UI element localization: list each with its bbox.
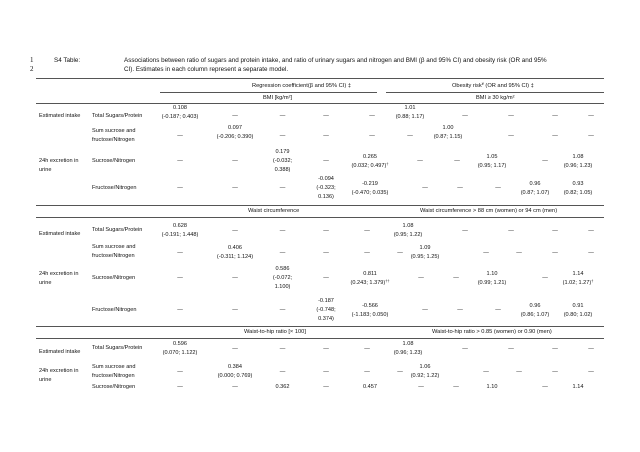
dash: —: [552, 250, 558, 256]
dash: —: [418, 384, 424, 390]
dash: —: [279, 346, 286, 352]
dash: —: [323, 250, 329, 256]
dash: —: [323, 228, 329, 234]
dash: —: [279, 113, 286, 119]
bmi-r4-or-ci: (0.87; 1.07): [520, 190, 550, 196]
dash: —: [323, 384, 329, 390]
dash: —: [588, 369, 594, 375]
dash: —: [232, 384, 238, 390]
dash: —: [177, 250, 183, 256]
dash: —: [279, 307, 286, 313]
bmi-r3-or: 1.05: [486, 154, 498, 160]
whr-subheader-rule: [36, 338, 604, 339]
dash: —: [588, 113, 594, 119]
waist-subheader-right: Waist circumference > 88 cm (women) or 94 cm (men): [420, 208, 558, 214]
dash: —: [364, 228, 370, 234]
caption-label: S4 Table:: [54, 57, 81, 64]
row-label-24h-2: urine: [39, 280, 52, 286]
dash: —: [177, 307, 183, 313]
dash: —: [279, 369, 286, 375]
row-label-sucrose-nitrogen: Sucrose/Nitrogen: [92, 384, 136, 390]
dash: —: [508, 346, 514, 352]
dash: —: [232, 275, 238, 281]
waist-r3-or2: 1.14: [572, 271, 584, 277]
dash: —: [588, 228, 594, 234]
bmi-r3-or2-ci: (0.96; 1.23): [563, 163, 593, 169]
bmi-r4-beta: -0.094: [318, 176, 334, 182]
whr-r1-ci: (0.070; 1.122): [162, 350, 198, 356]
bmi-r4-ci-1: (-0.323;: [316, 185, 336, 191]
dash: —: [462, 228, 468, 234]
waist-r1-or-ci: (0.95; 1.22): [393, 232, 423, 238]
row-label-24h-1: 24h excretion in: [39, 368, 79, 374]
waist-r4-or: 0.96: [529, 303, 541, 309]
dash: —: [407, 133, 413, 139]
dash: —: [457, 307, 463, 313]
row-label-sum-sucrose-1: Sum sucrose and: [92, 244, 136, 250]
waist-r3-beta: 0.586: [275, 266, 290, 272]
row-label-estimated-intake: Estimated intake: [39, 231, 81, 237]
row-label-total-sugars-protein: Total Sugars/Protein: [92, 345, 143, 351]
whr-r3-or2: 1.14: [572, 384, 584, 390]
dash: —: [323, 346, 329, 352]
dash: —: [422, 307, 428, 313]
dash: —: [453, 384, 459, 390]
bmi-r3-sucrose-ci: (0.032; 0.497)†: [351, 162, 389, 169]
whr-r2-beta: 0.384: [228, 364, 242, 370]
dash: —: [588, 346, 594, 352]
dash: —: [279, 228, 286, 234]
dash: —: [483, 250, 489, 256]
dash: —: [542, 275, 548, 281]
dash: —: [279, 250, 286, 256]
dash: —: [177, 133, 183, 139]
waist-r4-fructose-beta: -0.566: [362, 303, 378, 309]
waist-r3-or-ci: (0.99; 1.21): [477, 280, 507, 286]
bmi-r4-or: 0.96: [529, 181, 541, 187]
dash: —: [232, 228, 238, 234]
bmi-r1-or: 1.01: [404, 105, 416, 111]
bmi-r3-or-ci: (0.95; 1.17): [477, 163, 507, 169]
dash: —: [279, 133, 286, 139]
bmi-r2-beta: 0.097: [228, 125, 242, 131]
row-label-24h-1: 24h excretion in: [39, 158, 79, 164]
header-obesity-risk: Obesity risk¥ (OR and 95% CI) ‡: [452, 82, 534, 89]
whr-r3-or: 1.10: [486, 384, 498, 390]
dash: —: [588, 250, 594, 256]
dash: —: [422, 185, 428, 191]
row-label-sum-sucrose-2: fructose/Nitrogen: [92, 137, 135, 143]
dash: —: [516, 250, 522, 256]
dash: —: [232, 307, 238, 313]
waist-r2-or-ci: (0.95; 1.25): [410, 254, 440, 260]
bmi-r3-ci-2: 0.388): [274, 167, 291, 173]
whr-r2-or: 1.06: [419, 364, 431, 370]
dash: —: [369, 133, 375, 139]
dash: —: [279, 185, 286, 191]
dash: —: [369, 113, 375, 119]
row-label-24h-1: 24h excretion in: [39, 271, 79, 277]
dash: —: [323, 113, 329, 119]
dash: —: [323, 369, 329, 375]
dash: —: [453, 275, 459, 281]
dash: —: [457, 185, 463, 191]
dash: —: [483, 369, 489, 375]
whr-r1-or: 1.08: [402, 341, 414, 347]
bmi-subheader-left: BMI [kg/m²]: [263, 95, 293, 101]
dash: —: [177, 158, 183, 164]
row-label-sucrose-nitrogen: Sucrose/Nitrogen: [92, 275, 136, 281]
dash: —: [417, 158, 423, 164]
dash: —: [323, 158, 329, 164]
dash: —: [462, 346, 468, 352]
row-label-sum-sucrose-2: fructose/Nitrogen: [92, 253, 135, 259]
caption-line-2: CI). Estimates in each column represent a separate model.: [124, 66, 289, 73]
dash: —: [495, 185, 501, 191]
header-regression: Regression coefficient(β and 95% CI) ‡: [252, 83, 351, 89]
bmi-subheader-right: BMI ≥ 30 kg/m²: [476, 95, 515, 101]
bmi-r1-or-ci: (0.88; 1.17): [395, 114, 425, 120]
dash: —: [454, 158, 460, 164]
dash: —: [177, 384, 183, 390]
dash: —: [542, 384, 548, 390]
waist-r4-beta: -0.187: [318, 298, 334, 304]
line-number-2: 2: [30, 65, 34, 73]
whr-r1-beta: 0.596: [173, 341, 187, 347]
bmi-r1-ci: (-0.187; 0.403): [161, 114, 199, 120]
dash: —: [177, 275, 183, 281]
waist-r3-sucrose-ci: (0.243; 1.379)††: [350, 279, 390, 286]
dash: —: [397, 369, 403, 375]
dash: —: [542, 158, 548, 164]
waist-r1-or: 1.08: [402, 223, 414, 229]
row-label-total-sugars-protein: Total Sugars/Protein: [92, 113, 143, 119]
waist-r3-ci-1: (-0.072;: [272, 275, 293, 281]
waist-top-rule: [36, 205, 604, 206]
waist-r2-beta: 0.406: [228, 245, 242, 251]
waist-r4-ci-2: 0.374): [318, 316, 334, 322]
dash: —: [177, 185, 183, 191]
dash: —: [177, 369, 183, 375]
row-label-total-sugars-protein: Total Sugars/Protein: [92, 227, 143, 233]
whr-top-rule: [36, 326, 604, 327]
dash: —: [397, 250, 403, 256]
dash: —: [508, 133, 514, 139]
caption-line-1: Associations between ratio of sugars and protein intake, and ratio of urinary sugars and nitrogen and BMI (β and 95% CI) and obesity risk (OR and 95%: [124, 57, 547, 64]
bmi-r4-or2-ci: (0.82; 1.05): [563, 190, 593, 196]
row-label-sum-sucrose-1: Sum sucrose and: [92, 364, 136, 370]
whr-r3-sucrose-beta: 0.457: [363, 384, 377, 390]
dash: —: [588, 133, 594, 139]
row-label-sum-sucrose-1: Sum sucrose and: [92, 128, 136, 134]
bmi-subheader-rule: [36, 103, 604, 104]
row-label-sum-sucrose-2: fructose/Nitrogen: [92, 373, 135, 379]
dash: —: [232, 113, 238, 119]
header-underline-right: [386, 92, 604, 93]
waist-r4-fructose-ci: (-1.183; 0.050): [351, 312, 389, 318]
waist-r4-ci-1: (-0.748;: [316, 307, 336, 313]
waist-r1-ci: (-0.191; 1.448): [161, 232, 199, 238]
dash: —: [516, 369, 522, 375]
whr-r3-beta: 0.362: [275, 384, 290, 390]
waist-subheader-rule: [36, 217, 604, 218]
dash: —: [323, 275, 329, 281]
dash: —: [552, 113, 558, 119]
bmi-r2-or-ci: (0.87; 1.15): [433, 134, 463, 140]
waist-r4-or2-ci: (0.80; 1.02): [563, 312, 593, 318]
waist-r4-or-ci: (0.86; 1.07): [520, 312, 550, 318]
waist-subheader-left: Waist circumference: [248, 208, 300, 214]
waist-r2-ci: (-0.311; 1.124): [216, 254, 254, 260]
dash: —: [364, 346, 370, 352]
bmi-r2-ci: (-0.206; 0.390): [216, 134, 254, 140]
waist-r3-or: 1.10: [486, 271, 498, 277]
dash: —: [552, 133, 558, 139]
bmi-r3-ci-1: (-0.032;: [272, 158, 293, 164]
table-top-rule: [36, 78, 604, 79]
row-label-fructose-nitrogen: Fructose/Nitrogen: [92, 185, 137, 191]
dash: —: [495, 307, 501, 313]
dash: —: [552, 346, 558, 352]
dash: —: [232, 346, 238, 352]
bmi-r4-or2: 0.93: [572, 181, 584, 187]
dash: —: [323, 133, 329, 139]
bmi-r4-fructose-ci: (-0.470; 0.035): [351, 190, 389, 196]
row-label-sucrose-nitrogen: Sucrose/Nitrogen: [92, 158, 136, 164]
whr-subheader-right: Waist-to-hip ratio > 0.85 (women) or 0.90 (men): [432, 329, 552, 335]
row-label-24h-2: urine: [39, 167, 52, 173]
row-label-estimated-intake: Estimated intake: [39, 113, 81, 119]
dash: —: [364, 369, 370, 375]
bmi-r2-or: 1.00: [442, 125, 454, 131]
bmi-r4-fructose-beta: -0.219: [362, 181, 378, 187]
whr-r2-ci: (0.000; 0.769): [217, 373, 253, 379]
dash: —: [508, 228, 514, 234]
dash: —: [552, 369, 558, 375]
dash: —: [462, 113, 468, 119]
dash: —: [418, 275, 424, 281]
whr-subheader-left: Waist-to-hip ratio [× 100]: [244, 329, 306, 335]
row-label-24h-2: urine: [39, 377, 52, 383]
line-number-1: 1: [30, 56, 34, 64]
bmi-r3-sucrose-beta: 0.265: [363, 154, 377, 160]
dash: —: [232, 185, 238, 191]
waist-r3-sucrose-beta: 0.811: [363, 271, 377, 277]
waist-r3-ci-2: 1.100): [274, 284, 291, 290]
dash: —: [364, 250, 370, 256]
row-label-fructose-nitrogen: Fructose/Nitrogen: [92, 307, 137, 313]
dash: —: [552, 228, 558, 234]
waist-r4-or2: 0.91: [572, 303, 584, 309]
bmi-r4-ci-2: 0.136): [318, 194, 334, 200]
bmi-r3-or2: 1.08: [572, 154, 584, 160]
bmi-r1-beta: 0.108: [173, 105, 187, 111]
header-underline-left: [160, 92, 377, 93]
whr-r2-or-ci: (0.92; 1.22): [410, 373, 440, 379]
row-label-estimated-intake: Estimated intake: [39, 349, 81, 355]
waist-r2-or: 1.09: [419, 245, 431, 251]
waist-r3-or2-ci: (1.02; 1.27)†: [562, 279, 594, 286]
bmi-r3-beta: 0.179: [275, 149, 290, 155]
dash: —: [232, 158, 238, 164]
waist-r1-beta: 0.628: [173, 223, 187, 229]
whr-r1-or-ci: (0.96; 1.23): [393, 350, 423, 356]
dash: —: [508, 113, 514, 119]
